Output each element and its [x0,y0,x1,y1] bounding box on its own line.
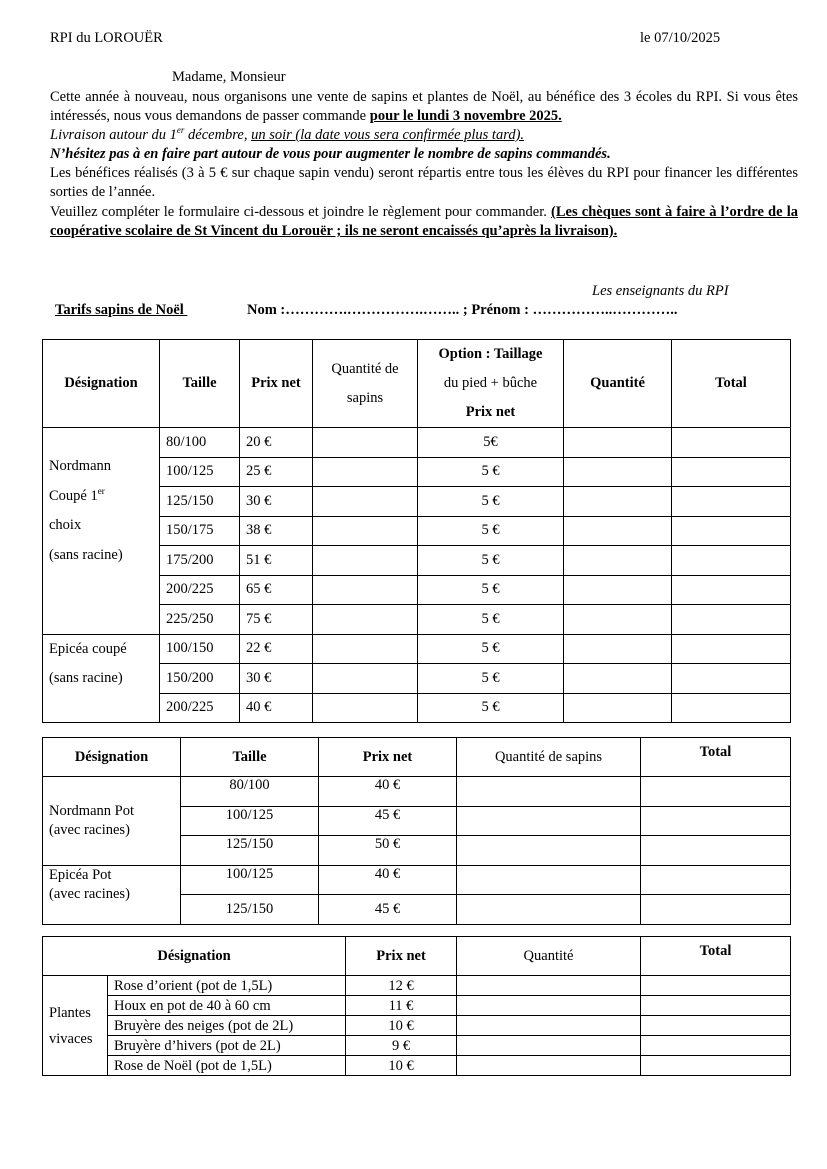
table-header-row [43,738,791,777]
header-taille: Taille [181,738,319,777]
total-input[interactable] [672,546,791,576]
header-text: Prix net [465,404,516,420]
plant-name-cell: Bruyère des neiges (pot de 2L) [108,1016,346,1036]
table-header-row [43,937,791,976]
total-input[interactable] [641,865,791,895]
group-label-line: Coupé 1 [49,487,98,504]
prix-cell: 40 € [319,865,457,895]
prix-cell: 65 € [240,575,313,605]
header-total: Total [641,738,791,777]
group-label-line: (avec racines) [49,821,130,838]
group-label-line: Nordmann [49,458,112,474]
option-price-cell: 5€ [418,428,564,458]
header-prix-net: Prix net [346,937,457,976]
prix-cell: 25 € [240,457,313,487]
name-field[interactable]: Nom :………….…………….…….. ; Prénom : ……………..………….. [247,302,678,318]
quantite-input[interactable] [564,457,672,487]
group-label-line: (avec racines) [49,885,130,902]
taille-cell: 125/150 [181,836,319,866]
header-quantite-sapins: Quantité de sapins [457,738,641,777]
quantite-sapins-input[interactable] [457,806,641,836]
table-row [43,777,791,807]
table-row [43,1036,791,1056]
prix-cell: 45 € [319,806,457,836]
table-row [43,428,791,458]
total-input[interactable] [641,836,791,866]
table-header-row [43,340,791,428]
quantite-sapins-input[interactable] [457,865,641,895]
quantite-sapins-input[interactable] [313,693,418,723]
quantite-sapins-input[interactable] [313,428,418,458]
prix-cell: 20 € [240,428,313,458]
total-input[interactable] [641,1056,791,1076]
prix-cell: 51 € [240,546,313,576]
signature: Les enseignants du RPI [592,283,729,299]
quantite-sapins-input[interactable] [313,516,418,546]
taille-cell: 80/100 [181,777,319,807]
prix-cell: 45 € [319,895,457,925]
quantite-input[interactable] [457,1016,641,1036]
total-input[interactable] [672,664,791,694]
quantite-input[interactable] [564,575,672,605]
header-text: sapins [346,389,384,406]
paragraph-delivery [50,126,798,145]
cheque-instructions: (Les chèques sont à faire à l’ordre de la coopérative scolaire de St Vincent du Lorouër ; ils ne seront encaissés qu’après la livraison). [50,204,798,239]
total-input[interactable] [672,634,791,664]
quantite-input[interactable] [564,546,672,576]
prix-cell: 9 € [346,1036,457,1056]
quantite-input[interactable] [457,1036,641,1056]
prix-cell: 22 € [240,634,313,664]
taille-cell: 225/250 [160,605,240,635]
group-label-line: Nordmann Pot [49,802,134,819]
paragraph-profits: Les bénéfices réalisés (3 à 5 € sur chaque sapin vendu) seront répartis entre tous les élèves du RPI pour financer les différentes sorties de l’année. [50,165,798,200]
table-row [43,634,791,664]
group-label-line: vivaces [49,1030,93,1047]
total-input[interactable] [641,895,791,925]
intro-text: Cette année à nouveau, nous organisons une vente de sapins et plantes de Noël, au bénéfice des 3 écoles du RPI. Si vous êtes intéressés, nous vous demandons de passer commande [50,89,798,124]
quantite-input[interactable] [564,516,672,546]
prix-cell: 10 € [346,1016,457,1036]
table-row [43,1016,791,1036]
option-price-cell: 5 € [418,546,564,576]
quantite-input[interactable] [564,664,672,694]
quantite-input[interactable] [564,693,672,723]
taille-cell: 175/200 [160,546,240,576]
plant-name-cell: Houx en pot de 40 à 60 cm [108,996,346,1016]
table-row [43,1056,791,1076]
header-quantite: Quantité [564,340,672,428]
prix-cell: 40 € [319,777,457,807]
group-label-plantes-vivaces [43,976,108,1076]
quantite-input[interactable] [564,634,672,664]
paragraph-intro [50,88,798,126]
form-title: Tarifs sapins de Noël [55,302,188,318]
option-price-cell: 5 € [418,457,564,487]
group-label-line: choix [49,517,82,533]
header-text: du pied + bûche [443,375,538,391]
paragraph-share: N’hésitez pas à en faire part autour de vous pour augmenter le nombre de sapins commandés. [50,146,611,162]
plant-name-cell: Bruyère d’hivers (pot de 2L) [108,1036,346,1056]
group-label-nordmann-pot [43,777,181,866]
header-designation: Désignation [43,340,160,428]
option-price-cell: 5 € [418,516,564,546]
total-input[interactable] [641,777,791,807]
quantite-sapins-input[interactable] [313,487,418,517]
header-designation: Désignation [43,738,181,777]
taille-cell: 100/125 [160,457,240,487]
total-input[interactable] [641,1036,791,1056]
quantite-sapins-input[interactable] [313,605,418,635]
letter-date: le 07/10/2025 [640,30,721,46]
option-price-cell: 5 € [418,664,564,694]
plant-name-cell: Rose d’orient (pot de 1,5L) [108,976,346,996]
quantite-sapins-input[interactable] [457,777,641,807]
quantite-input[interactable] [457,976,641,996]
total-input[interactable] [672,457,791,487]
paragraph-instructions [50,203,798,241]
option-price-cell: 5 € [418,693,564,723]
header-text: Quantité de [331,360,399,377]
quantite-sapins-input[interactable] [313,575,418,605]
table-row [43,865,791,895]
header-total: Total [641,937,791,976]
organization-name: RPI du LOROUËR [50,30,163,46]
quantite-input[interactable] [564,605,672,635]
prix-cell: 30 € [240,487,313,517]
header-quantite: Quantité [457,937,641,976]
quantite-sapins-input[interactable] [457,836,641,866]
prix-cell: 38 € [240,516,313,546]
quantite-input[interactable] [564,487,672,517]
total-input[interactable] [672,516,791,546]
total-input[interactable] [672,693,791,723]
group-label-line: Plantes [49,1004,91,1021]
quantite-input[interactable] [457,996,641,1016]
group-label-line: Epicéa coupé [49,640,127,657]
option-price-cell: 5 € [418,634,564,664]
group-label-line: Epicéa Pot [49,866,112,883]
prix-cell: 75 € [240,605,313,635]
taille-cell: 200/225 [160,693,240,723]
header-text: Option : Taillage [438,346,543,362]
header-prix-net: Prix net [319,738,457,777]
header-taille: Taille [160,340,240,428]
superscript: er [176,125,185,135]
group-label-line: (sans racine) [49,670,123,686]
table-row [43,976,791,996]
prix-cell: 50 € [319,836,457,866]
total-input[interactable] [641,976,791,996]
quantite-sapins-input[interactable] [313,664,418,694]
taille-cell: 100/125 [181,865,319,895]
cut-trees-table [42,339,791,723]
group-label-epicea-pot [43,865,181,924]
group-label-nordmann [43,428,160,635]
delivery-text: Livraison autour du 1 [50,127,177,143]
instructions-text: Veuillez compléter le formulaire ci-dessous et joindre le règlement pour commander. [50,204,552,220]
quantite-sapins-input[interactable] [457,895,641,925]
option-price-cell: 5 € [418,605,564,635]
delivery-note: un soir (la date vous sera confirmée plus tard). [251,127,525,143]
option-price-cell: 5 € [418,575,564,605]
taille-cell: 125/150 [181,895,319,925]
taille-cell: 150/175 [160,516,240,546]
header-prix-net: Prix net [240,340,313,428]
total-input[interactable] [672,428,791,458]
prix-cell: 10 € [346,1056,457,1076]
delivery-text-2: décembre, [184,127,252,143]
header-quantite-sapins [313,340,418,428]
order-deadline: pour le lundi 3 novembre 2025. [369,108,562,124]
taille-cell: 150/200 [160,664,240,694]
taille-cell: 100/125 [181,806,319,836]
total-input[interactable] [641,1016,791,1036]
total-input[interactable] [672,487,791,517]
prix-cell: 40 € [240,693,313,723]
taille-cell: 200/225 [160,575,240,605]
quantite-sapins-input[interactable] [313,457,418,487]
total-input[interactable] [672,575,791,605]
total-input[interactable] [641,806,791,836]
prix-cell: 12 € [346,976,457,996]
quantite-sapins-input[interactable] [313,634,418,664]
quantite-sapins-input[interactable] [313,546,418,576]
group-label-line: (sans racine) [49,546,123,563]
total-input[interactable] [672,605,791,635]
salutation: Madame, Monsieur [172,69,286,85]
header-designation: Désignation [43,937,346,976]
plant-name-cell: Rose de Noël (pot de 1,5L) [108,1056,346,1076]
taille-cell: 100/150 [160,634,240,664]
group-label-epicea [43,634,160,723]
plants-table [42,936,791,1076]
prix-cell: 30 € [240,664,313,694]
taille-cell: 125/150 [160,487,240,517]
prix-cell: 11 € [346,996,457,1016]
header-total: Total [672,340,791,428]
total-input[interactable] [641,996,791,1016]
option-price-cell: 5 € [418,487,564,517]
quantite-input[interactable] [564,428,672,458]
superscript: er [97,485,105,496]
taille-cell: 80/100 [160,428,240,458]
table-row [43,996,791,1016]
potted-trees-table [42,737,791,925]
quantite-input[interactable] [457,1056,641,1076]
header-option [418,340,564,428]
